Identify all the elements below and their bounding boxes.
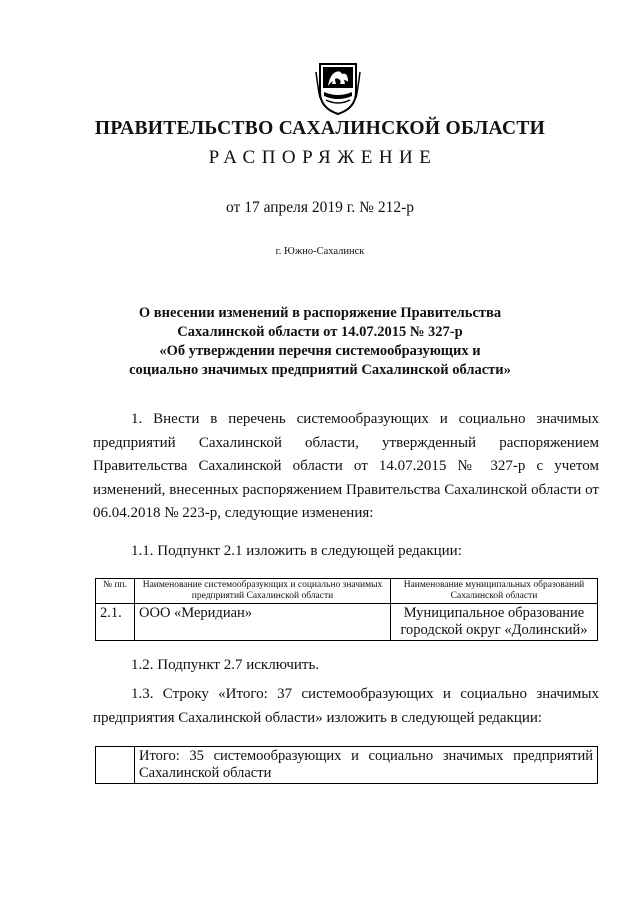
document-type: РАСПОРЯЖЕНИЕ — [208, 147, 438, 168]
header-municipality: Наименование муниципальных образований Сахалинской области — [391, 579, 598, 604]
table-row — [96, 604, 598, 641]
document-subject — [0, 304, 640, 380]
government-title: ПРАВИТЕЛЬСТВО САХАЛИНСКОЙ ОБЛАСТИ — [94, 118, 546, 139]
document-city: г. Южно-Сахалинск — [275, 246, 365, 257]
subject-line: О внесении изменений в распоряжение Правительства — [138, 305, 502, 321]
amendment-table-1 — [95, 578, 598, 641]
header-enterprise: Наименование системообразующих и социально значимых предприятий Сахалинской области — [135, 579, 391, 604]
cell-empty — [96, 747, 135, 784]
paragraph-1-1: 1.1. Подпункт 2.1 изложить в следующей редакции: — [131, 543, 462, 559]
paragraph-1: 1. Внести в перечень системообразующих и социально значимых предприятий Сахалинской области, утвержденный распоряжением Правительства Сахалинской области от 14.07.2015 № 327-р с учетом изменений, внесенных распоряжением Правительства Сахалинской области от 06.04.2018 № 223-р, следующие изменения: — [93, 411, 599, 521]
coat-of-arms-icon — [314, 58, 362, 116]
cell-number: 2.1. — [96, 604, 135, 641]
paragraph-1-3: 1.3. Строку «Итого: 37 системообразующих и социально значимых предприятия Сахалинской области» изложить в следующей редакции: — [93, 686, 599, 726]
subject-line: «Об утверждении перечня системообразующих и — [159, 343, 481, 359]
header-number: № пп. — [96, 579, 135, 604]
cell-enterprise: ООО «Меридиан» — [135, 604, 391, 641]
table-header-row — [96, 579, 598, 604]
amendment-table-2 — [95, 746, 598, 784]
document-date-number: от 17 апреля 2019 г. № 212-р — [226, 199, 414, 216]
cell-total: Итого: 35 системообразующих и социально значимых предприятий Сахалинской области — [135, 747, 598, 784]
cell-municipality: Муниципальное образование городской округ «Долинский» — [391, 604, 598, 641]
table-row — [96, 747, 598, 784]
subject-line: социально значимых предприятий Сахалинской области» — [129, 362, 511, 378]
subject-line: Сахалинской области от 14.07.2015 № 327-р — [177, 324, 463, 340]
paragraph-1-2: 1.2. Подпункт 2.7 исключить. — [131, 657, 320, 673]
